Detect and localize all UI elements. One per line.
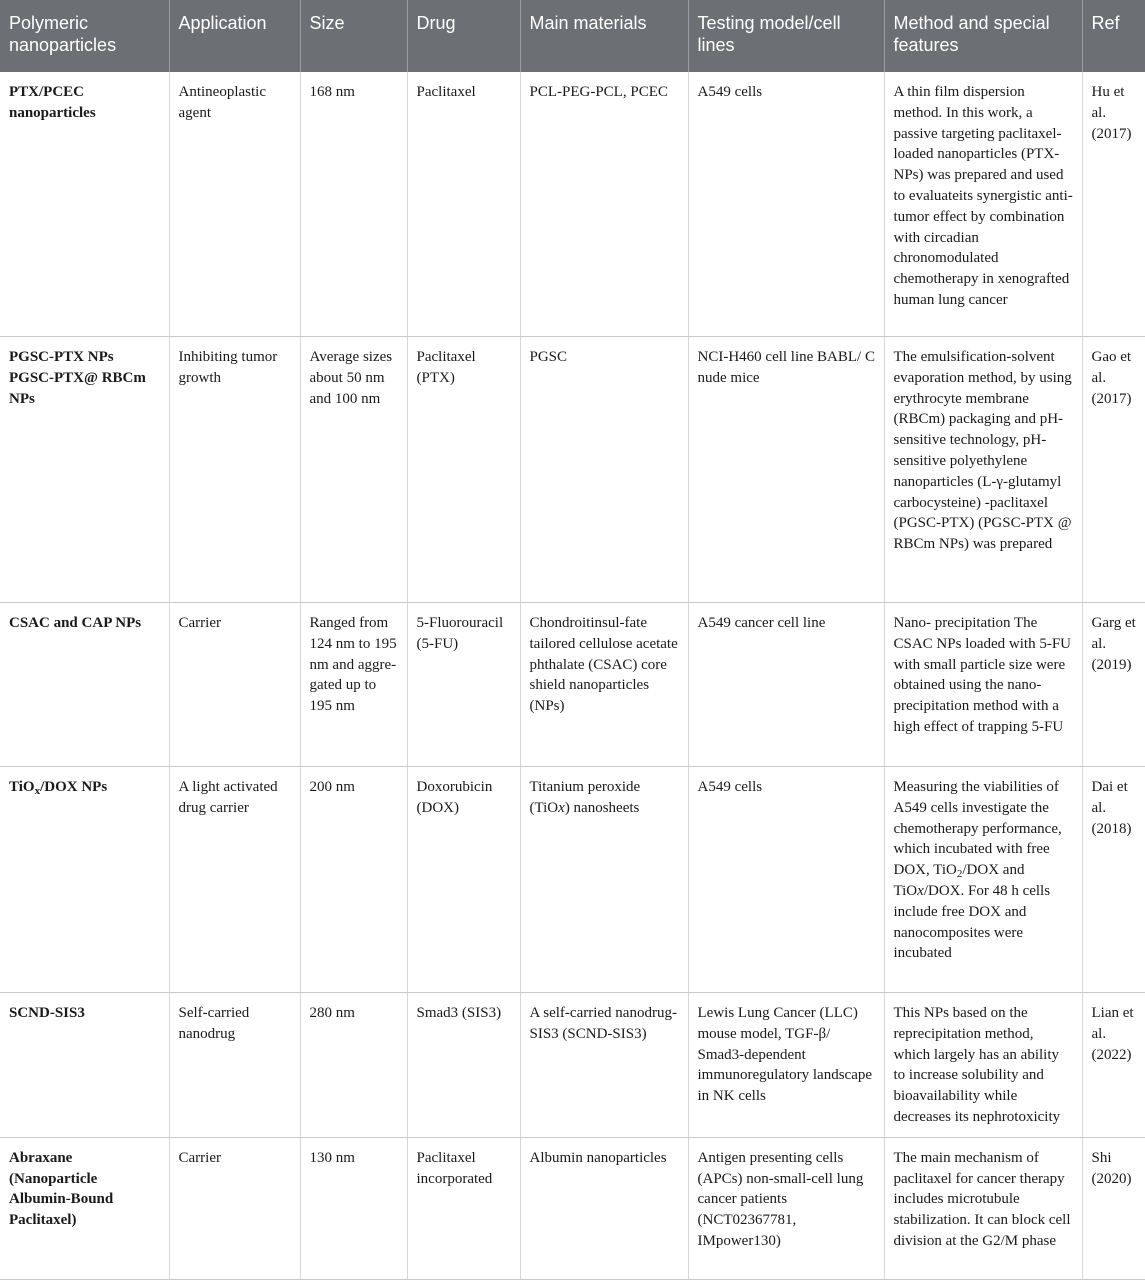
cell-materials: PCL-PEG-PCL, PCEC: [520, 72, 688, 337]
header-drug: Drug: [407, 0, 520, 72]
cell-materials: Albumin nanoparticles: [520, 1137, 688, 1279]
cell-application: Carrier: [169, 603, 300, 767]
cell-application: Inhibiting tumor growth: [169, 337, 300, 603]
cell-application: Self-carried nanodrug: [169, 993, 300, 1138]
cell-ref: Garg et al. (2019): [1082, 603, 1145, 767]
cell-drug: 5-Fluorouracil (5-FU): [407, 603, 520, 767]
method-italic: x: [917, 882, 924, 899]
cell-ref: Lian et al. (2022): [1082, 993, 1145, 1138]
cell-size: Ranged from 124 nm to 195 nm and aggre-gated up to 195 nm: [300, 603, 407, 767]
header-polymeric-nanoparticles: Polymeric nanoparticles: [0, 0, 169, 72]
cell-size: 168 nm: [300, 72, 407, 337]
cell-ref: Shi (2020): [1082, 1137, 1145, 1279]
cell-ref: Hu et al. (2017): [1082, 72, 1145, 337]
cell-ref: Dai et al. (2018): [1082, 767, 1145, 993]
cell-model: A549 cancer cell line: [688, 603, 884, 767]
cell-size: 130 nm: [300, 1137, 407, 1279]
cell-name: CSAC and CAP NPs: [0, 603, 169, 767]
table-row: [0, 993, 1145, 1138]
cell-method: A thin film dispersion method. In this work, a passive targeting paclitaxel-loaded nanoparticles (PTX-NPs) was prepared and used to evaluateits synergistic anti-tumor effect by combination with circadian chronomodulated chemotherapy in xenografted human lung cancer: [884, 72, 1082, 337]
cell-drug: Doxorubicin (DOX): [407, 767, 520, 993]
cell-materials: PGSC: [520, 337, 688, 603]
cell-method: The main mechanism of paclitaxel for cancer therapy includes microtubule stabilization. It can block cell division at the G2/M phase: [884, 1137, 1082, 1279]
cell-name: [0, 767, 169, 993]
cell-method: [884, 767, 1082, 993]
header-method: Method and special features: [884, 0, 1082, 72]
header-application: Application: [169, 0, 300, 72]
method-text: /DOX and TiO: [893, 862, 1025, 899]
cell-model: NCI-H460 cell line BABL/ C nude mice: [688, 337, 884, 603]
cell-model: Antigen presenting cells (APCs) non-small-cell lung cancer patients (NCT02367781, IMpower130): [688, 1137, 884, 1279]
cell-name: PTX/PCEC nanoparticles: [0, 72, 169, 337]
method-subscript: 2: [956, 868, 963, 881]
cell-ref: Gao et al. (2017): [1082, 337, 1145, 603]
name-text: TiO: [9, 779, 35, 795]
cell-size: 280 nm: [300, 993, 407, 1138]
cell-materials: [520, 767, 688, 993]
cell-materials: A self-carried nanodrug-SIS3 (SCND-SIS3): [520, 993, 688, 1138]
cell-method: Nano- precipitation The CSAC NPs loaded with 5-FU with small particle size were obtained using the nano- precipitation method with a high effect of trapping 5-FU: [884, 603, 1082, 767]
table-row: [0, 603, 1145, 767]
cell-size: Average sizes about 50 nm and 100 nm: [300, 337, 407, 603]
cell-model: A549 cells: [688, 767, 884, 993]
header-size: Size: [300, 0, 407, 72]
cell-model: Lewis Lung Cancer (LLC) mouse model, TGF-β/ Smad3-dependent immunoregulatory landscape in NK cells: [688, 993, 884, 1138]
table-body: [0, 72, 1145, 1279]
cell-materials: Chondroitinsul-fate tailored cellulose acetate phthalate (CSAC) core shield nanoparticles (NPs): [520, 603, 688, 767]
table-header: [0, 0, 1145, 72]
cell-drug: Paclitaxel (PTX): [407, 337, 520, 603]
cell-name: Abraxane (Nanoparticle Albumin-Bound Paclitaxel): [0, 1137, 169, 1279]
name-text: /DOX NPs: [40, 779, 108, 795]
cell-application: Carrier: [169, 1137, 300, 1279]
header-main-materials: Main materials: [520, 0, 688, 72]
cell-method: This NPs based on the reprecipitation method, which largely has an ability to increase solubility and bioavailability while decreases its nephrotoxicity: [884, 993, 1082, 1138]
cell-size: 200 nm: [300, 767, 407, 993]
header-row: [0, 0, 1145, 72]
table-row: [0, 72, 1145, 337]
cell-method: The emulsification-solvent evaporation method, by using erythrocyte membrane (RBCm) packaging and pH-sensitive technology, pH-sensitive polyethylene nanoparticles (L-γ-glutamyl carbocysteine) -paclitaxel (PGSC-PTX) (PGSC-PTX @ RBCm NPs) was prepared: [884, 337, 1082, 603]
cell-model: A549 cells: [688, 72, 884, 337]
method-text: /DOX. For 48 h cells include free DOX and nanocomposites were incubated: [893, 882, 1051, 962]
cell-name: PGSC-PTX NPs PGSC-PTX@ RBCm NPs: [0, 337, 169, 603]
header-ref: Ref: [1082, 0, 1145, 72]
table-row: [0, 337, 1145, 603]
cell-drug: Smad3 (SIS3): [407, 993, 520, 1138]
cell-name: SCND-SIS3: [0, 993, 169, 1138]
cell-drug: Paclitaxel: [407, 72, 520, 337]
name-subscript: x: [34, 785, 41, 797]
materials-text: Titanium peroxide (TiO: [529, 779, 641, 816]
cell-application: Antineoplastic agent: [169, 72, 300, 337]
header-testing-model: Testing model/cell lines: [688, 0, 884, 72]
table-row: [0, 767, 1145, 993]
cell-drug: Paclitaxel incorporated: [407, 1137, 520, 1279]
cell-application: A light activated drug carrier: [169, 767, 300, 993]
method-text: Measuring the viabilities of A549 cells investigate the chemotherapy performance, which incubated with free DOX, TiO: [893, 779, 1062, 879]
materials-italic: x: [558, 799, 565, 816]
materials-text: ) nanosheets: [564, 799, 640, 816]
table-row: [0, 1137, 1145, 1279]
